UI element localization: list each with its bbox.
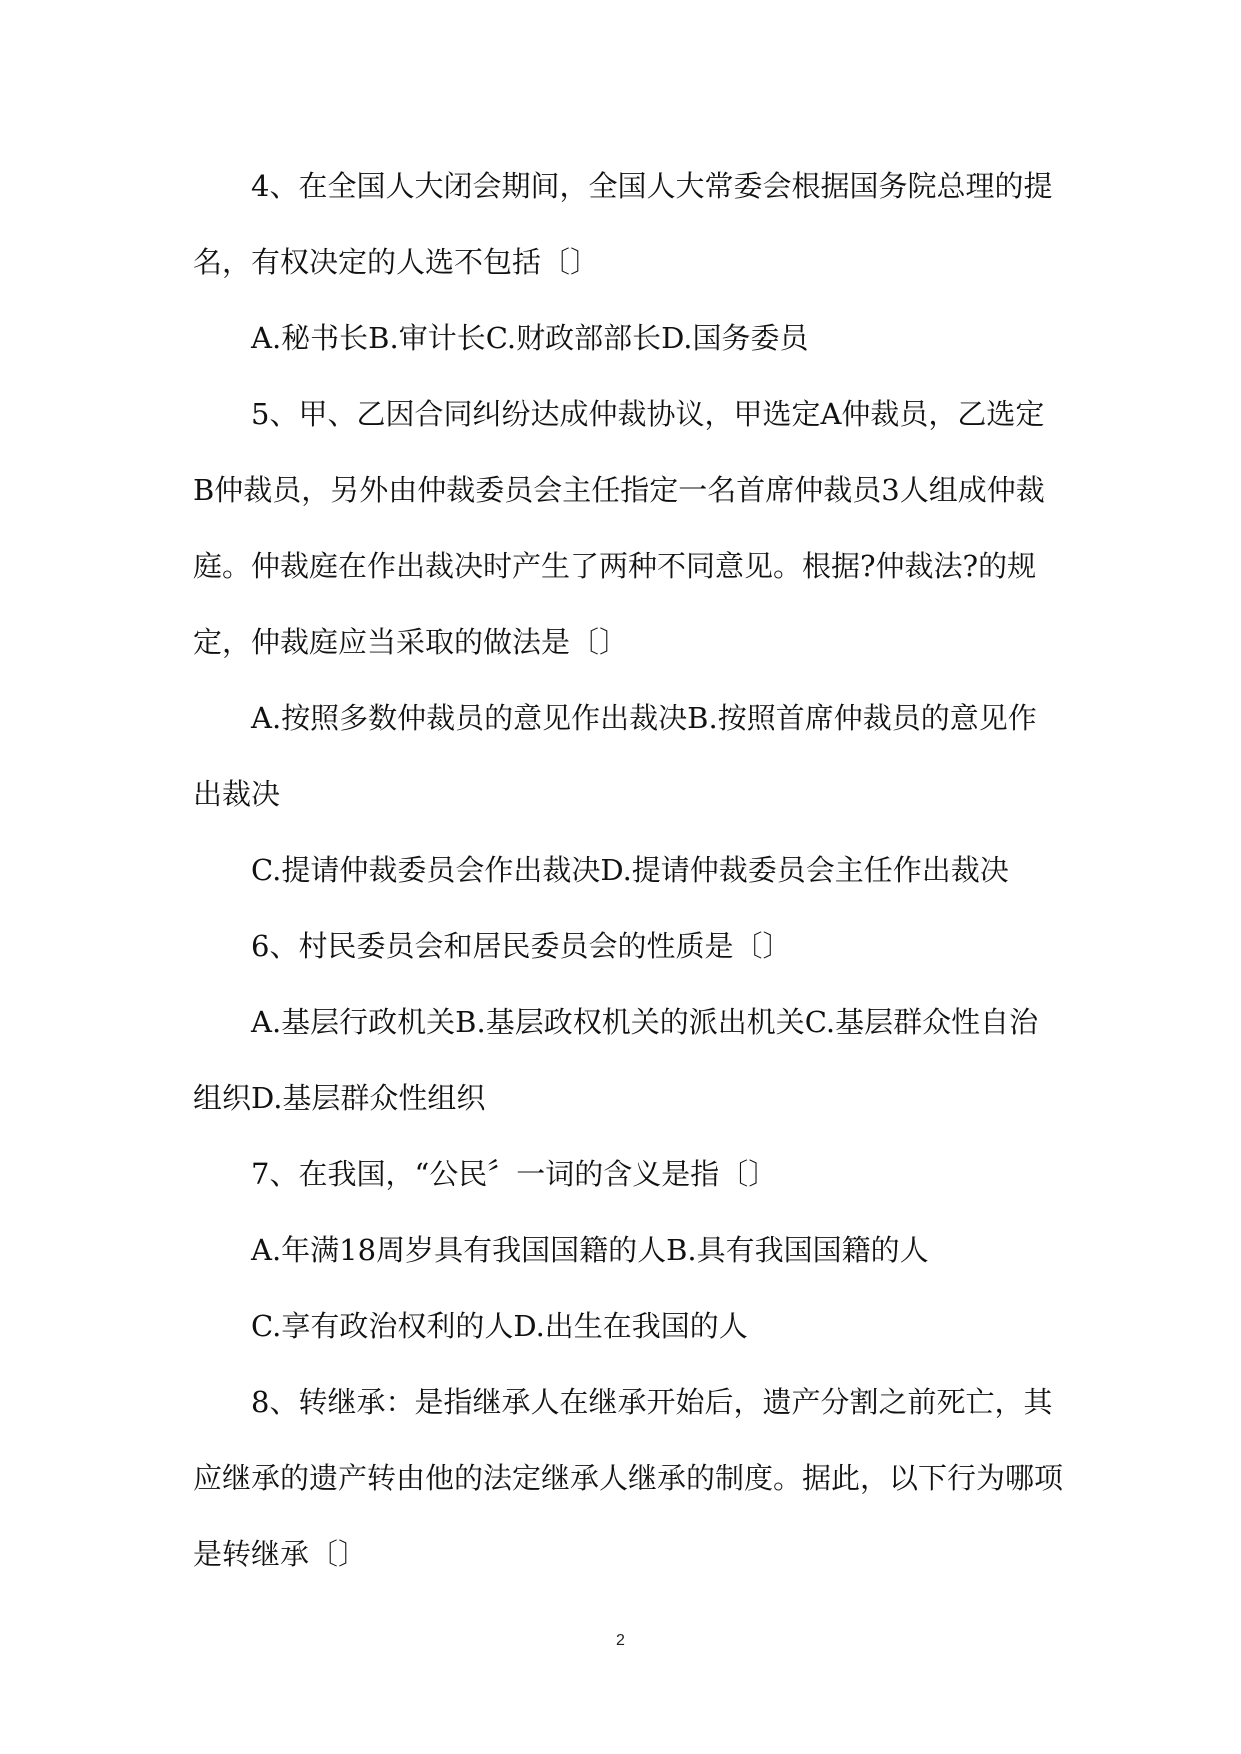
question-6: 6、村民委员会和居民委员会的性质是〔〕 bbox=[251, 929, 792, 963]
question-7-options-ab: A.年满18周岁具有我国国籍的人B.具有我国国籍的人 bbox=[251, 1233, 929, 1267]
question-4: 4、在全国人大闭会期间，全国人大常委会根据国务院总理的提名，有权决定的人选不包括〔〕 bbox=[193, 169, 1053, 279]
page-number: 2 bbox=[616, 1632, 625, 1649]
question-7-options-cd: C.享有政治权利的人D.出生在我国的人 bbox=[251, 1309, 748, 1343]
question-5-options-cd: C.提请仲裁委员会作出裁决D.提请仲裁委员会主任作出裁决 bbox=[251, 853, 1009, 887]
document-body bbox=[193, 148, 1063, 1592]
question-4-options: A.秘书长B.审计长C.财政部部长D.国务委员 bbox=[251, 321, 809, 355]
question-7: 7、在我国，“公民〞一词的含义是指〔〕 bbox=[251, 1157, 778, 1191]
question-6-options: A.基层行政机关B.基层政权机关的派出机关C.基层群众性自治组织D.基层群众性组织 bbox=[193, 1005, 1039, 1115]
question-5: 5、甲、乙因合同纠纷达成仲裁协议，甲选定A仲裁员，乙选定B仲裁员，另外由仲裁委员会主任指定一名首席仲裁员3人组成仲裁庭。仲裁庭在作出裁决时产生了两种不同意见。根据?仲裁法?的规定，仲裁庭应当采取的做法是〔〕 bbox=[193, 397, 1045, 659]
question-5-options-ab: A.按照多数仲裁员的意见作出裁决B.按照首席仲裁员的意见作出裁决 bbox=[193, 701, 1037, 811]
question-8: 8、转继承：是指继承人在继承开始后，遗产分割之前死亡，其应继承的遗产转由他的法定继承人继承的制度。据此，以下行为哪项是转继承〔〕 bbox=[193, 1385, 1064, 1571]
